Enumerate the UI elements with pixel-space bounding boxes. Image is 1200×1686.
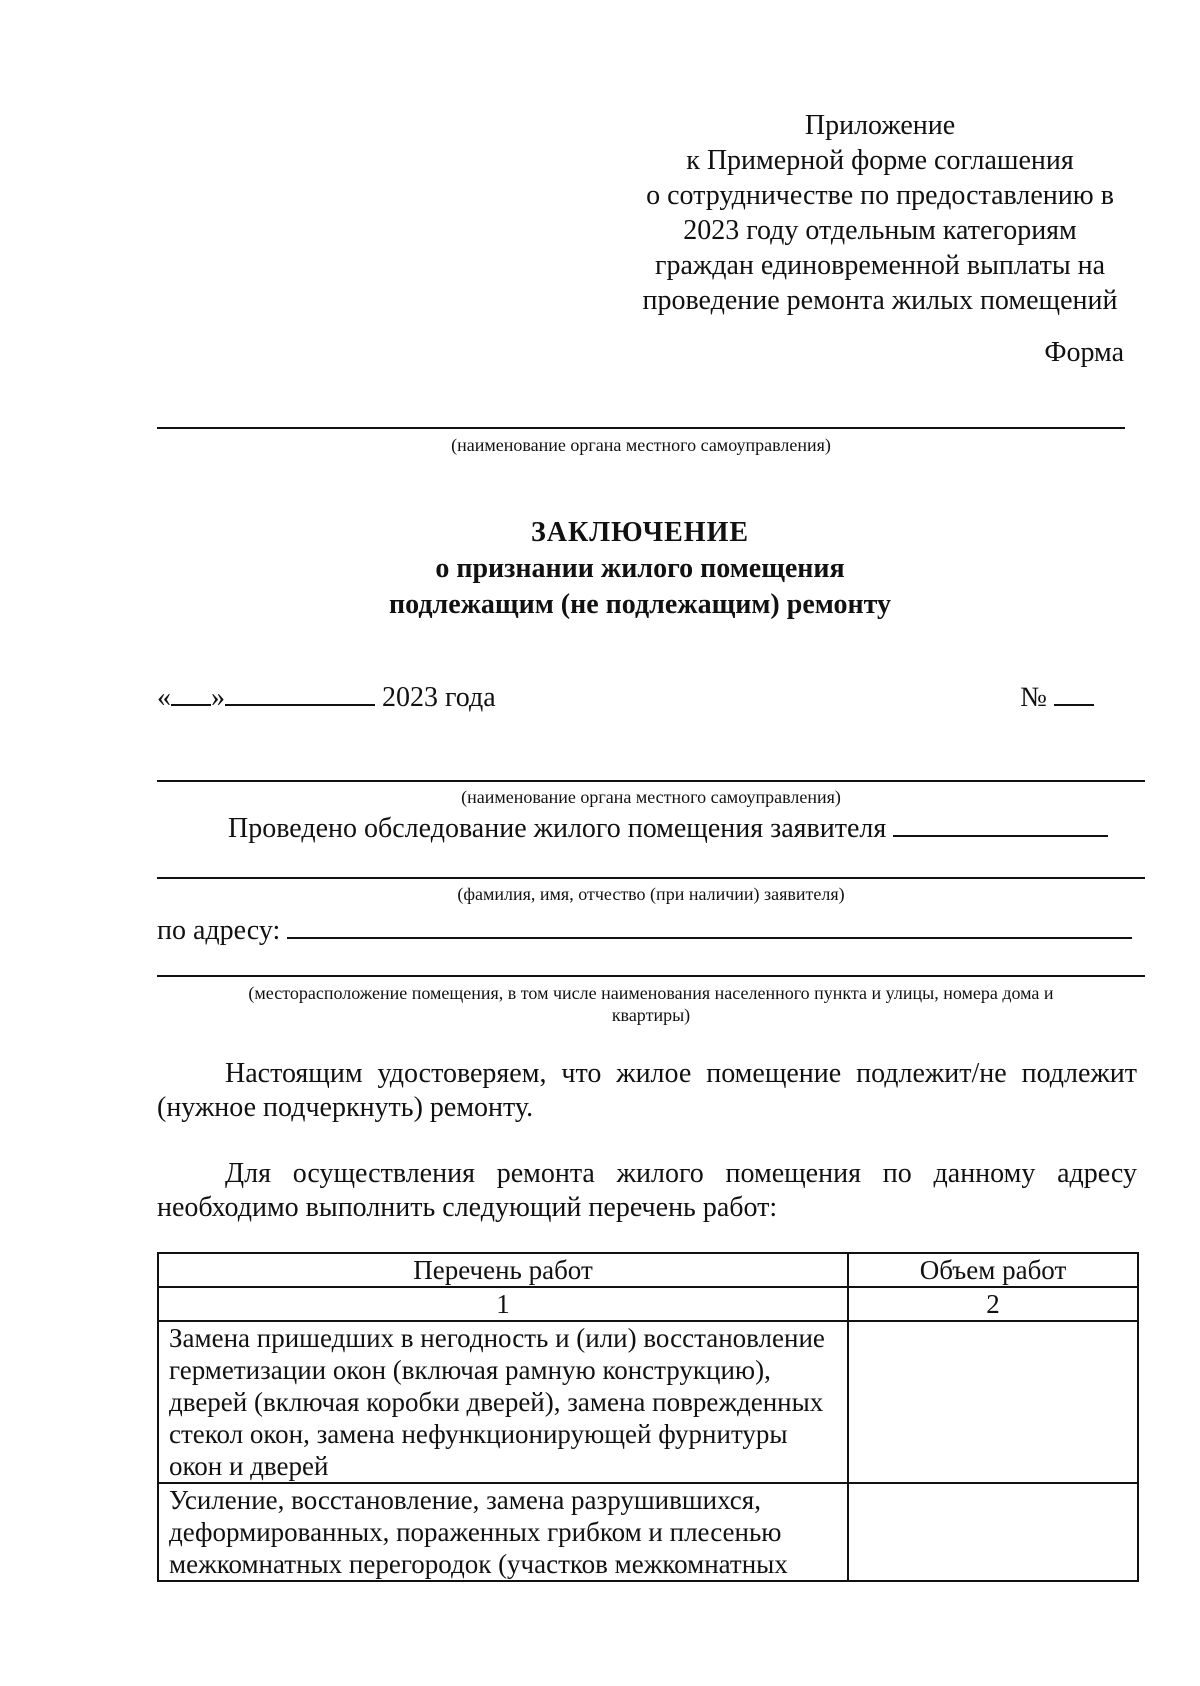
paragraph-works-text: Для осуществления ремонта жилого помещения по данному адресу необходимо выполнить следующий перечень работ: (157, 1158, 1137, 1223)
date-open-quote: « (157, 682, 171, 713)
number-sign: № (1020, 682, 1047, 713)
org-name-line-mid (157, 780, 1145, 782)
date-close-quote: » (211, 682, 225, 713)
annex-header-line-4: 2023 году отдельным категориям (683, 215, 1077, 246)
annex-header-line-5: граждан единовременной выплаты на (654, 250, 1106, 281)
address-blank (287, 913, 1132, 939)
work-item-partitions: Усиление, восстановление, замена разрушившихся, деформированных, пораженных грибком и плесенью межкомнатных перегородок (участков межкомнатных (158, 1483, 848, 1581)
location-caption-line-1: (месторасположение помещения, в том числе наименования населенного пункта и улицы, номера дома и (248, 983, 1054, 1003)
applicant-blank (893, 811, 1108, 837)
number-line (1020, 680, 1094, 714)
survey-line (228, 811, 1108, 846)
work-item-windows-doors: Замена пришедших в негодность и (или) восстановление герметизации окон (включая рамную конструкцию), дверей (включая коробки дверей), замена поврежденных стекол окон, замена нефункционирующей фурнитуры окон и дверей (158, 1321, 848, 1483)
form-label: Форма (1044, 337, 1124, 368)
location-line (157, 975, 1145, 977)
date-year: 2023 года (382, 682, 496, 713)
paragraph-certify-text: Настоящим удостоверяем, что жилое помещение подлежит/не подлежит (нужное подчеркнуть) ремонту. (157, 1058, 1137, 1123)
location-caption (157, 982, 1145, 1026)
work-volume-cell (848, 1321, 1138, 1483)
annex-header-line-2: к Примерной форме соглашения (686, 145, 1074, 176)
org-name-line-top (157, 427, 1125, 429)
survey-text: Проведено обследование жилого помещения заявителя (228, 813, 887, 844)
column-number-1: 1 (158, 1287, 848, 1321)
annex-header (620, 108, 1140, 318)
table-row (158, 1321, 1138, 1483)
org-name-caption-mid: (наименование органа местного самоуправления) (461, 787, 841, 807)
number-blank (1054, 680, 1094, 706)
document-title (0, 515, 1200, 623)
table-number-row (158, 1287, 1138, 1321)
title-main: ЗАКЛЮЧЕНИЕ (530, 517, 750, 548)
paragraph-works (157, 1157, 1137, 1225)
table-header-row (158, 1253, 1138, 1287)
table-row (158, 1483, 1138, 1581)
works-table (157, 1252, 1139, 1582)
annex-header-line-3: о сотрудничестве по предоставлению в (646, 180, 1114, 211)
applicant-caption: (фамилия, имя, отчество (при наличии) заявителя) (457, 884, 845, 904)
date-line (157, 680, 496, 714)
header-works-list: Перечень работ (158, 1253, 848, 1287)
address-line (157, 913, 1132, 948)
column-number-2: 2 (848, 1287, 1138, 1321)
title-line-2: о признании жилого помещения (435, 553, 845, 584)
header-works-volume: Объем работ (848, 1253, 1138, 1287)
month-blank (225, 680, 375, 706)
paragraph-certify (157, 1057, 1137, 1125)
day-blank (171, 680, 211, 706)
applicant-line (157, 877, 1145, 879)
title-line-3: подлежащим (не подлежащим) ремонту (389, 589, 891, 620)
org-name-caption-top: (наименование органа местного самоуправления) (451, 435, 831, 455)
annex-header-line-1: Приложение (804, 110, 956, 141)
address-label: по адресу: (157, 915, 281, 946)
location-caption-line-2: квартиры) (611, 1005, 691, 1025)
work-volume-cell (848, 1483, 1138, 1581)
annex-header-line-6: проведение ремонта жилых помещений (642, 285, 1118, 316)
